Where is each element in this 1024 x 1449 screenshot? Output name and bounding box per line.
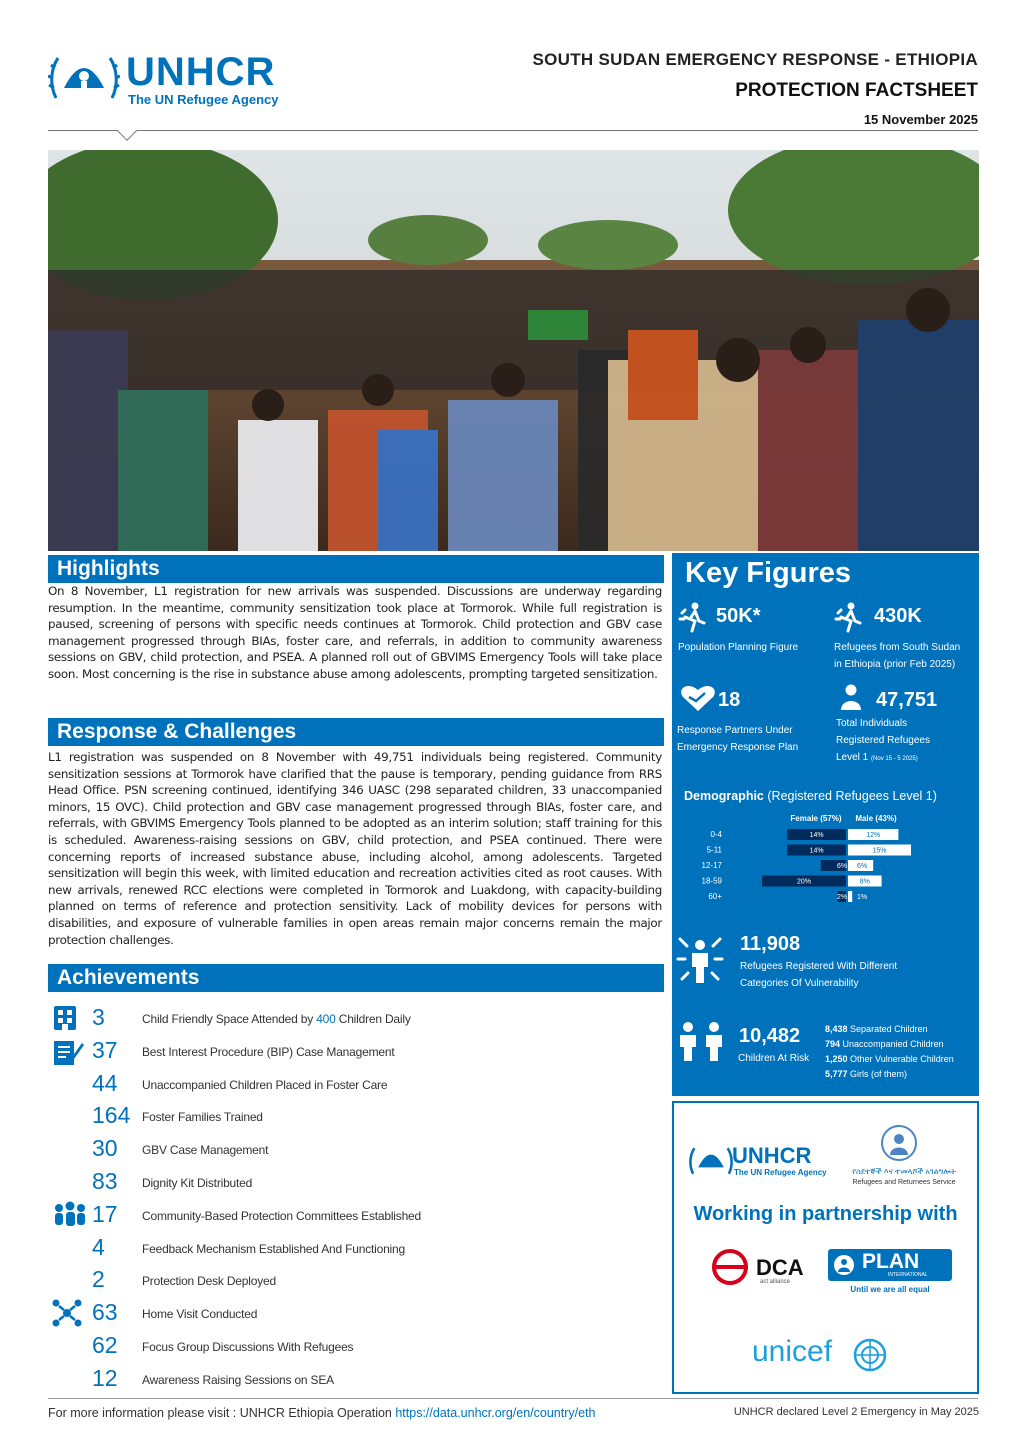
unhcr-logo — [48, 48, 308, 114]
key-figures-title: Key Figures — [685, 557, 851, 589]
unicef-emblem-icon — [850, 1337, 890, 1373]
achievement-label: Child Friendly Space Attended by 400 Children Daily — [142, 1012, 411, 1026]
achievement-value: 2 — [92, 1266, 105, 1293]
vulnerability-label: Refugees Registered With Different — [740, 961, 898, 972]
breakdown-row: 5,777 Girls (of them) — [825, 1069, 908, 1079]
achievement-row — [48, 1264, 648, 1297]
achievement-label: Dignity Kit Distributed — [142, 1176, 253, 1190]
achievement-label: Best Interest Procedure (BIP) Case Management — [142, 1044, 395, 1059]
achievement-row — [48, 1100, 648, 1133]
partner-unhcr-logo: UNHCR — [732, 1143, 812, 1168]
partner-unhcr-sub: The UN Refugee Agency — [734, 1168, 827, 1177]
male-bar-label: 6% — [856, 863, 868, 870]
achievement-row — [48, 1232, 648, 1265]
footer-info — [48, 1406, 596, 1420]
female-bar-label: 14% — [809, 832, 824, 839]
demographic-title: Demographic (Registered Refugees Level 1) — [684, 789, 937, 803]
achievement-row — [48, 1002, 648, 1035]
children-at-risk-value: 10,482 — [739, 1025, 801, 1047]
age-group-label: 60+ — [708, 892, 722, 901]
age-group-label: 0-4 — [710, 830, 722, 839]
partners-panel — [672, 1101, 979, 1394]
achievements-heading: Achievements — [48, 964, 664, 992]
achievement-row — [48, 1330, 648, 1363]
age-group-label: 12-17 — [701, 861, 722, 870]
male-bar-label: 8% — [859, 878, 870, 886]
walking-person-icon — [677, 601, 709, 633]
achievement-row — [48, 1068, 648, 1101]
achievement-row — [48, 1199, 648, 1232]
female-bar-label: 6% — [836, 863, 848, 870]
achievement-value: 12 — [92, 1364, 118, 1391]
achievement-row — [48, 1297, 648, 1330]
planning-figure-value: 50K* — [716, 605, 761, 627]
vulnerability-label-2: Categories Of Vulnerability — [740, 978, 859, 989]
school-building-icon — [52, 1004, 84, 1032]
person-burst-icon — [676, 933, 724, 985]
vulnerability-value: 11,908 — [740, 933, 801, 955]
logo-subtitle: The UN Refugee Agency — [128, 92, 279, 107]
male-bar — [848, 891, 852, 902]
dca-subtext: act alliance — [760, 1279, 791, 1285]
male-bar-label: 1% — [856, 894, 868, 901]
registered-refugees-label: Total Individuals — [836, 718, 908, 729]
header-title: SOUTH SUDAN EMERGENCY RESPONSE - ETHIOPIA — [532, 50, 978, 69]
legend-male: Male (43%) — [855, 814, 897, 823]
unhcr-emblem-icon — [48, 48, 120, 108]
highlights-heading: Highlights — [48, 555, 664, 583]
footer-link[interactable]: https://data.unhcr.org/en/country/eth — [395, 1406, 596, 1420]
footer-emergency-note: UNHCR declared Level 2 Emergency in May 2025 — [733, 1406, 979, 1418]
response-heading: Response & Challenges — [48, 718, 664, 746]
age-group-label: 5-11 — [706, 845, 722, 855]
achievement-value: 37 — [92, 1036, 118, 1063]
registered-refugees-value: 47,751 — [876, 689, 938, 711]
highlights-text: On 8 November, L1 registration for new arrivals was suspended. Discussions are underway regarding resumption. In the meantime, community sensitization took place at Tormorok. While full registration is paused, screening of persons with specific needs continues at Tormorok. Child protection and GBV case management progressed through BIAs, foster care, and referrals, in addition to community awareness sessions on GBV, child protection, and PSEA. A planned roll out of GBVIMS Emergency Tools will take place soon. Most concerning is the rise in substance abuse among adolescents, prompting targeted sensitization. — [48, 584, 662, 681]
south-sudan-refugees-value: 430K — [874, 605, 922, 627]
header-subtitle: PROTECTION FACTSHEET — [735, 80, 978, 101]
legend-female: Female (57%) — [790, 814, 842, 823]
dca-logo-text: DCA — [756, 1255, 804, 1280]
children-breakdown — [825, 1022, 954, 1082]
achievement-label: Protection Desk Deployed — [142, 1274, 276, 1289]
response-partners-label: Response Partners Under — [677, 725, 793, 736]
rrs-amharic-name: የስደተኞች እና ተመላሾች አገልግሎት — [852, 1167, 956, 1176]
age-group-label: 18-59 — [701, 876, 722, 886]
demographic-pyramid-chart — [672, 811, 979, 919]
registered-refugees-label-2: Registered Refugees — [836, 735, 930, 746]
rrs-english-name: Refugees and Returnees Service — [852, 1179, 956, 1186]
achievement-value: 30 — [92, 1135, 118, 1162]
achievement-label: Home Visit Conducted — [142, 1307, 258, 1322]
crowd-photo-illustration — [48, 150, 979, 551]
response-partners-value: 18 — [718, 689, 741, 711]
achievement-value: 4 — [92, 1233, 105, 1260]
female-bar-label: 14% — [809, 847, 824, 855]
south-sudan-refugees-label: Refugees from South Sudan — [834, 642, 961, 653]
female-bar-label: 20% — [796, 878, 812, 886]
walking-person-icon — [833, 601, 865, 633]
achievement-row — [48, 1133, 648, 1166]
partnership-title: Working in partnership with — [693, 1203, 958, 1225]
unicef-logo-text: unicef — [752, 1335, 833, 1368]
male-bar-label: 12% — [866, 832, 881, 839]
unhcr-emblem-icon — [688, 1141, 734, 1181]
achievement-value: 44 — [92, 1069, 118, 1096]
handshake-heart-icon — [679, 681, 717, 713]
breakdown-row: 8,438 Separated Children — [825, 1024, 928, 1034]
plan-logo-text: PLAN — [862, 1250, 920, 1273]
achievement-value: 17 — [92, 1200, 118, 1227]
footer-rule — [48, 1398, 978, 1399]
header-rule — [48, 130, 978, 131]
achievement-row — [48, 1166, 648, 1199]
plan-person-icon — [832, 1254, 856, 1276]
footer-text: For more information please visit : UNHCR Ethiopia Operation — [48, 1406, 396, 1420]
achievement-value: 62 — [92, 1332, 118, 1358]
rrs-emblem-icon — [879, 1123, 919, 1163]
clipboard-pen-icon — [52, 1037, 84, 1065]
achievement-value: 3 — [92, 1004, 105, 1030]
plan-logo-box — [828, 1249, 952, 1281]
document-header — [532, 50, 978, 127]
achievement-label: Feedback Mechanism Established And Functioning — [142, 1241, 405, 1256]
achievement-row — [48, 1363, 648, 1396]
achievement-value: 164 — [92, 1102, 131, 1129]
children-at-risk-label: Children At Risk — [738, 1053, 810, 1064]
achievement-label: Awareness Raising Sessions on SEA — [142, 1372, 334, 1387]
achievement-label: Focus Group Discussions With Refugees — [142, 1340, 354, 1354]
logo-wordmark: UNHCR — [126, 50, 276, 94]
achievement-label: Foster Families Trained — [142, 1110, 263, 1125]
response-partners-label-2: Emergency Response Plan — [677, 742, 799, 753]
achievement-value: 83 — [92, 1168, 118, 1194]
header-rule-notch — [117, 121, 137, 141]
achievement-value: 63 — [92, 1299, 118, 1326]
crowd-photo — [48, 150, 979, 551]
header-date: 15 November 2025 — [863, 112, 978, 127]
breakdown-row: 794 Unaccompanied Children — [825, 1039, 944, 1049]
achievement-label: GBV Case Management — [142, 1143, 269, 1158]
plan-tagline: Until we are all equal — [850, 1285, 930, 1294]
male-bar-label: 15% — [872, 847, 887, 855]
female-bar-label: 2% — [836, 894, 848, 901]
achievement-label: Unaccompanied Children Placed in Foster Care — [142, 1077, 388, 1092]
south-sudan-refugees-label-2: in Ethiopia (prior Feb 2025) — [834, 659, 956, 670]
person-icon — [840, 684, 862, 710]
community-group-icon — [52, 1201, 84, 1229]
achievement-label: Community-Based Protection Committees Established — [142, 1208, 421, 1223]
planning-figure-label: Population Planning Figure — [678, 642, 799, 653]
plan-logo-sub: INTERNATIONAL — [888, 1272, 928, 1278]
response-text: L1 registration was suspended on 8 November with 49,751 individuals being registered. Community sensitization sessions at Tormorok have clarified that the pause is temporary, pending guidance from RRS Head Office. PSN screening continued, identifying 346 UASC (298 separated children, 33 unaccompanied minors, 15 OVC). Child protection and GBV case management progressed through BIAs, foster care, and referrals, with GBVIMS Emergency Tools planned to be adopted as an interim solution; staff training for this is scheduled. Awareness-raising sessions on GBV, child protection, and PSEA continued. There were concerning reports of increased substance abuse, including alcohol, among adolescents. Targeted sensitization will begin this week, with limited education and recreation activities cited as root causes. With new arrivals, renewed RCC elections were completed in Tormorok and Luakdong, with capacity-building planned on terms of reference and protection sensitivity. Lack of mobility devices for persons with disabilities, and exposure of vulnerable families in open areas remain major concerns remain the major protection challenges. — [48, 750, 662, 947]
children-icon — [676, 1021, 726, 1063]
breakdown-row: 1,250 Other Vulnerable Children — [825, 1054, 954, 1064]
key-figures-panel — [672, 553, 979, 1096]
network-people-icon — [52, 1299, 84, 1327]
achievement-row — [48, 1035, 648, 1068]
registered-refugees-label-3: Level 1 (Nov 15 - 5 2025) — [836, 752, 918, 763]
dca-logo-icon — [710, 1249, 754, 1285]
